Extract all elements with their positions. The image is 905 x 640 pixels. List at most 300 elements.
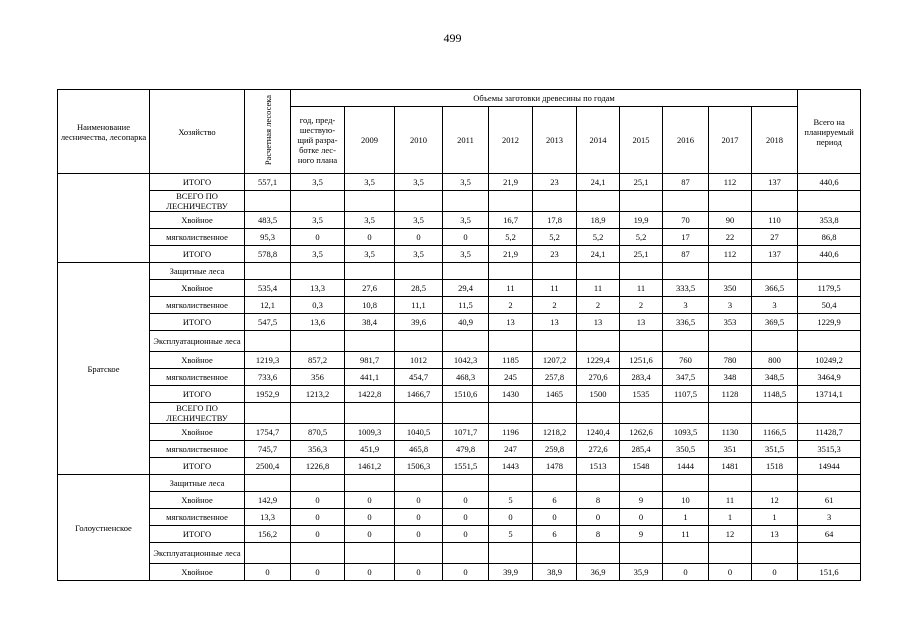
value-cell: 0: [395, 509, 443, 526]
value-cell: 35,9: [620, 564, 663, 581]
farm-cell: Хвойное: [150, 564, 245, 581]
value-cell: 1548: [620, 458, 663, 475]
value-cell: 1229,4: [577, 352, 620, 369]
value-cell: 356,3: [291, 441, 345, 458]
value-cell: [395, 331, 443, 352]
value-cell: 1148,5: [752, 386, 798, 403]
value-cell: 0: [443, 509, 489, 526]
table-row: [58, 280, 861, 297]
header-year: 2014: [577, 107, 620, 174]
value-cell: [663, 263, 709, 280]
farm-cell: Хвойное: [150, 424, 245, 441]
value-cell: [489, 191, 533, 212]
value-cell: [443, 475, 489, 492]
header-year: 2010: [395, 107, 443, 174]
table-row: [58, 352, 861, 369]
value-cell: 19,9: [620, 212, 663, 229]
value-cell: [663, 191, 709, 212]
value-cell: 259,8: [533, 441, 577, 458]
value-cell: 0: [533, 509, 577, 526]
value-cell: [709, 403, 752, 424]
value-cell: 366,5: [752, 280, 798, 297]
value-cell: 40,9: [443, 314, 489, 331]
value-cell: 0: [291, 492, 345, 509]
value-cell: [395, 543, 443, 564]
value-cell: [620, 331, 663, 352]
value-cell: [533, 475, 577, 492]
value-cell: 1107,5: [663, 386, 709, 403]
header-year: 2017: [709, 107, 752, 174]
value-cell: 1481: [709, 458, 752, 475]
farm-cell: Хвойное: [150, 352, 245, 369]
value-cell: 3,5: [345, 174, 395, 191]
value-cell: 22: [709, 229, 752, 246]
value-cell: 0: [577, 509, 620, 526]
value-cell: 1513: [577, 458, 620, 475]
value-cell: [709, 191, 752, 212]
value-cell: 800: [752, 352, 798, 369]
value-cell: 1251,6: [620, 352, 663, 369]
header-year: 2018: [752, 107, 798, 174]
value-cell: [798, 403, 861, 424]
value-cell: 3515,3: [798, 441, 861, 458]
value-cell: [709, 331, 752, 352]
value-cell: 5: [489, 492, 533, 509]
value-cell: 981,7: [345, 352, 395, 369]
header-farm: Хозяйство: [150, 90, 245, 174]
value-cell: [752, 263, 798, 280]
value-cell: 1042,3: [443, 352, 489, 369]
value-cell: 1093,5: [663, 424, 709, 441]
value-cell: 1040,5: [395, 424, 443, 441]
value-cell: 451,9: [345, 441, 395, 458]
value-cell: 1185: [489, 352, 533, 369]
value-cell: 16,7: [489, 212, 533, 229]
farm-cell: Защитные леса: [150, 263, 245, 280]
value-cell: [345, 331, 395, 352]
timber-harvest-table: [57, 89, 861, 581]
value-cell: 1128: [709, 386, 752, 403]
value-cell: [345, 475, 395, 492]
header-year: 2011: [443, 107, 489, 174]
value-cell: [752, 331, 798, 352]
value-cell: 25,1: [620, 174, 663, 191]
value-cell: 1262,6: [620, 424, 663, 441]
value-cell: [533, 263, 577, 280]
value-cell: 1130: [709, 424, 752, 441]
value-cell: 151,6: [798, 564, 861, 581]
value-cell: [245, 263, 291, 280]
value-cell: 13,3: [291, 280, 345, 297]
value-cell: [533, 331, 577, 352]
value-cell: 3,5: [443, 174, 489, 191]
value-cell: [620, 191, 663, 212]
value-cell: 745,7: [245, 441, 291, 458]
header-year: 2009: [345, 107, 395, 174]
value-cell: 0: [395, 526, 443, 543]
value-cell: [798, 475, 861, 492]
value-cell: 353,8: [798, 212, 861, 229]
value-cell: [395, 263, 443, 280]
value-cell: 272,6: [577, 441, 620, 458]
table-row: [58, 441, 861, 458]
value-cell: [798, 543, 861, 564]
value-cell: 557,1: [245, 174, 291, 191]
value-cell: 0: [395, 492, 443, 509]
value-cell: [620, 475, 663, 492]
value-cell: 3,5: [443, 246, 489, 263]
table-row: [58, 314, 861, 331]
value-cell: 10249,2: [798, 352, 861, 369]
value-cell: 348,5: [752, 369, 798, 386]
header-forestry: Наименование лесничества, лесопарка: [58, 90, 150, 174]
value-cell: 0,3: [291, 297, 345, 314]
value-cell: 2: [577, 297, 620, 314]
value-cell: 27: [752, 229, 798, 246]
value-cell: [291, 263, 345, 280]
value-cell: 535,4: [245, 280, 291, 297]
farm-cell: Хвойное: [150, 212, 245, 229]
value-cell: 13: [533, 314, 577, 331]
value-cell: 1430: [489, 386, 533, 403]
value-cell: 3,5: [291, 212, 345, 229]
value-cell: 137: [752, 174, 798, 191]
value-cell: 1213,2: [291, 386, 345, 403]
value-cell: [291, 543, 345, 564]
value-cell: 350: [709, 280, 752, 297]
value-cell: [798, 331, 861, 352]
value-cell: [752, 403, 798, 424]
value-cell: 11: [489, 280, 533, 297]
value-cell: 1207,2: [533, 352, 577, 369]
value-cell: 36,9: [577, 564, 620, 581]
farm-cell: мягколиственное: [150, 441, 245, 458]
value-cell: 3,5: [345, 246, 395, 263]
value-cell: [443, 331, 489, 352]
table-row: [58, 458, 861, 475]
value-cell: [752, 543, 798, 564]
value-cell: 0: [663, 564, 709, 581]
farm-cell: Хвойное: [150, 492, 245, 509]
value-cell: 1166,5: [752, 424, 798, 441]
value-cell: 10: [663, 492, 709, 509]
value-cell: 12: [709, 526, 752, 543]
farm-cell: ИТОГО: [150, 314, 245, 331]
header-cutting-area-text: Расчетная лесосека: [262, 95, 273, 166]
value-cell: 2: [620, 297, 663, 314]
value-cell: 1: [709, 509, 752, 526]
value-cell: 110: [752, 212, 798, 229]
value-cell: 3,5: [395, 174, 443, 191]
value-cell: 3: [752, 297, 798, 314]
value-cell: [752, 475, 798, 492]
value-cell: [533, 543, 577, 564]
table-row: [58, 331, 861, 352]
value-cell: 70: [663, 212, 709, 229]
value-cell: 17,8: [533, 212, 577, 229]
value-cell: 14944: [798, 458, 861, 475]
value-cell: [489, 263, 533, 280]
value-cell: 348: [709, 369, 752, 386]
value-cell: [395, 403, 443, 424]
value-cell: 1240,4: [577, 424, 620, 441]
value-cell: 24,1: [577, 246, 620, 263]
value-cell: [291, 331, 345, 352]
value-cell: 454,7: [395, 369, 443, 386]
value-cell: 270,6: [577, 369, 620, 386]
value-cell: [709, 263, 752, 280]
value-cell: [245, 475, 291, 492]
value-cell: [577, 263, 620, 280]
value-cell: 5,2: [577, 229, 620, 246]
value-cell: 11: [533, 280, 577, 297]
header-total: Всего на планируемый период: [798, 90, 861, 174]
value-cell: 13: [752, 526, 798, 543]
value-cell: 351,5: [752, 441, 798, 458]
value-cell: 8: [577, 492, 620, 509]
value-cell: [798, 191, 861, 212]
value-cell: 1219,3: [245, 352, 291, 369]
value-cell: 11: [709, 492, 752, 509]
value-cell: 1071,7: [443, 424, 489, 441]
table-row: [58, 246, 861, 263]
value-cell: 547,5: [245, 314, 291, 331]
value-cell: 21,9: [489, 246, 533, 263]
value-cell: [577, 543, 620, 564]
value-cell: 38,9: [533, 564, 577, 581]
value-cell: [709, 543, 752, 564]
table-row: [58, 212, 861, 229]
value-cell: 1465: [533, 386, 577, 403]
value-cell: 0: [345, 526, 395, 543]
value-cell: 2: [533, 297, 577, 314]
forestry-name-cell: [58, 174, 150, 263]
value-cell: 369,5: [752, 314, 798, 331]
value-cell: 1179,5: [798, 280, 861, 297]
value-cell: 87: [663, 246, 709, 263]
value-cell: 5,2: [489, 229, 533, 246]
value-cell: 1: [752, 509, 798, 526]
value-cell: 1510,6: [443, 386, 489, 403]
value-cell: 1754,7: [245, 424, 291, 441]
table-row: [58, 297, 861, 314]
value-cell: 39,9: [489, 564, 533, 581]
value-cell: 5: [489, 526, 533, 543]
table-row: [58, 475, 861, 492]
value-cell: 283,4: [620, 369, 663, 386]
value-cell: [577, 403, 620, 424]
value-cell: 9: [620, 526, 663, 543]
value-cell: 0: [395, 564, 443, 581]
farm-cell: ВСЕГО ПО ЛЕСНИЧЕСТВУ: [150, 403, 245, 424]
value-cell: 39,6: [395, 314, 443, 331]
table-row: [58, 191, 861, 212]
value-cell: [533, 191, 577, 212]
value-cell: [345, 263, 395, 280]
value-cell: 61: [798, 492, 861, 509]
value-cell: 0: [443, 564, 489, 581]
value-cell: 479,8: [443, 441, 489, 458]
value-cell: 0: [345, 492, 395, 509]
value-cell: 333,5: [663, 280, 709, 297]
value-cell: 1229,9: [798, 314, 861, 331]
header-year: 2015: [620, 107, 663, 174]
farm-cell: мягколиственное: [150, 297, 245, 314]
value-cell: 441,1: [345, 369, 395, 386]
value-cell: 2500,4: [245, 458, 291, 475]
value-cell: [489, 403, 533, 424]
table-row: [58, 263, 861, 280]
forestry-name-cell: Братское: [58, 263, 150, 475]
value-cell: 0: [291, 564, 345, 581]
value-cell: [489, 543, 533, 564]
value-cell: [443, 263, 489, 280]
value-cell: 13: [620, 314, 663, 331]
farm-cell: Эксплуатационные леса: [150, 543, 245, 564]
value-cell: [291, 403, 345, 424]
value-cell: 440,6: [798, 174, 861, 191]
value-cell: [663, 543, 709, 564]
value-cell: [345, 543, 395, 564]
value-cell: 11: [663, 526, 709, 543]
value-cell: 23: [533, 246, 577, 263]
value-cell: [245, 331, 291, 352]
value-cell: 0: [752, 564, 798, 581]
value-cell: 87: [663, 174, 709, 191]
value-cell: 50,4: [798, 297, 861, 314]
value-cell: 3,5: [395, 212, 443, 229]
table-row: [58, 543, 861, 564]
value-cell: 5,2: [620, 229, 663, 246]
value-cell: [443, 543, 489, 564]
value-cell: 3,5: [291, 246, 345, 263]
value-cell: [291, 191, 345, 212]
table-row: [58, 526, 861, 543]
value-cell: 440,6: [798, 246, 861, 263]
table-row: [58, 492, 861, 509]
value-cell: [798, 263, 861, 280]
value-cell: 245: [489, 369, 533, 386]
value-cell: 870,5: [291, 424, 345, 441]
value-cell: 0: [345, 564, 395, 581]
value-cell: [709, 475, 752, 492]
value-cell: 9: [620, 492, 663, 509]
value-cell: 1551,5: [443, 458, 489, 475]
value-cell: 0: [443, 229, 489, 246]
value-cell: 0: [620, 509, 663, 526]
value-cell: 18,9: [577, 212, 620, 229]
value-cell: [620, 263, 663, 280]
value-cell: 13,3: [245, 509, 291, 526]
value-cell: 857,2: [291, 352, 345, 369]
value-cell: 0: [709, 564, 752, 581]
value-cell: 1012: [395, 352, 443, 369]
value-cell: [752, 191, 798, 212]
value-cell: 285,4: [620, 441, 663, 458]
page-number: 499: [443, 31, 462, 45]
value-cell: 1478: [533, 458, 577, 475]
value-cell: 1506,3: [395, 458, 443, 475]
value-cell: 578,8: [245, 246, 291, 263]
forestry-name-cell: Голоустненское: [58, 475, 150, 581]
value-cell: 24,1: [577, 174, 620, 191]
value-cell: [620, 543, 663, 564]
value-cell: 11428,7: [798, 424, 861, 441]
value-cell: 3: [709, 297, 752, 314]
value-cell: 112: [709, 174, 752, 191]
header-year: 2016: [663, 107, 709, 174]
value-cell: 1: [663, 509, 709, 526]
value-cell: 38,4: [345, 314, 395, 331]
value-cell: 1226,8: [291, 458, 345, 475]
value-cell: [245, 543, 291, 564]
value-cell: [663, 475, 709, 492]
value-cell: 11: [577, 280, 620, 297]
value-cell: [245, 191, 291, 212]
table-row: [58, 564, 861, 581]
value-cell: 2: [489, 297, 533, 314]
farm-cell: мягколиственное: [150, 229, 245, 246]
value-cell: 0: [345, 229, 395, 246]
table-row: [58, 509, 861, 526]
value-cell: 336,5: [663, 314, 709, 331]
value-cell: 1422,8: [345, 386, 395, 403]
value-cell: 27,6: [345, 280, 395, 297]
value-cell: 21,9: [489, 174, 533, 191]
value-cell: [663, 331, 709, 352]
value-cell: 23: [533, 174, 577, 191]
value-cell: 1444: [663, 458, 709, 475]
value-cell: 6: [533, 526, 577, 543]
value-cell: 247: [489, 441, 533, 458]
value-cell: 156,2: [245, 526, 291, 543]
value-cell: [245, 403, 291, 424]
value-cell: [489, 331, 533, 352]
value-cell: 468,3: [443, 369, 489, 386]
header-volumes-group: Объемы заготовки древесины по годам: [291, 90, 798, 107]
value-cell: 0: [443, 492, 489, 509]
value-cell: 6: [533, 492, 577, 509]
value-cell: 0: [345, 509, 395, 526]
value-cell: 733,6: [245, 369, 291, 386]
value-cell: 1535: [620, 386, 663, 403]
farm-cell: ИТОГО: [150, 458, 245, 475]
farm-cell: мягколиственное: [150, 369, 245, 386]
value-cell: 0: [291, 229, 345, 246]
value-cell: 86,8: [798, 229, 861, 246]
value-cell: [533, 403, 577, 424]
value-cell: 3,5: [443, 212, 489, 229]
value-cell: 13,6: [291, 314, 345, 331]
value-cell: [577, 475, 620, 492]
value-cell: 351: [709, 441, 752, 458]
farm-cell: ИТОГО: [150, 174, 245, 191]
value-cell: 0: [291, 509, 345, 526]
value-cell: [489, 475, 533, 492]
value-cell: 8: [577, 526, 620, 543]
value-cell: 0: [245, 564, 291, 581]
value-cell: 95,3: [245, 229, 291, 246]
value-cell: [620, 403, 663, 424]
value-cell: [443, 191, 489, 212]
value-cell: 29,4: [443, 280, 489, 297]
farm-cell: мягколиственное: [150, 509, 245, 526]
header-cutting-area: [245, 90, 291, 174]
value-cell: 257,8: [533, 369, 577, 386]
table-body: [58, 174, 861, 581]
value-cell: 137: [752, 246, 798, 263]
value-cell: [291, 475, 345, 492]
